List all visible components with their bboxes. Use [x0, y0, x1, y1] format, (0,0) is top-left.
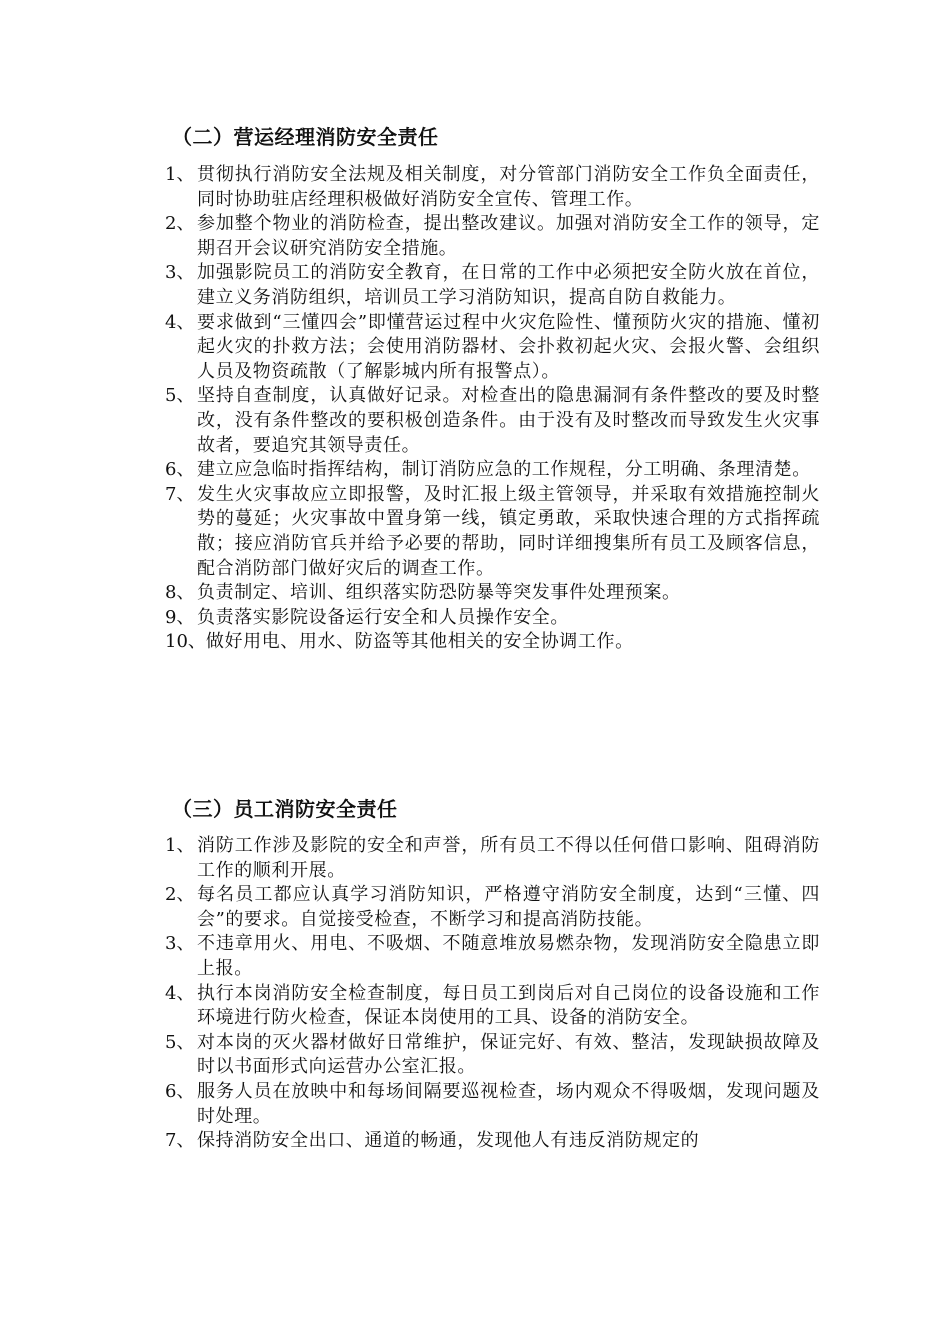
list-item [165, 581, 820, 606]
item-number: 9、 [165, 606, 195, 628]
list-item [165, 932, 820, 981]
item-text: 加强影院员工的消防安全教育，在日常的工作中必须把安全防火放在首位，建立义务消防组织，培训员工学习消防知识，提高自防自救能力。 [197, 262, 820, 308]
list-item [165, 163, 820, 212]
item-text: 不违章用火、用电、不吸烟、不随意堆放易燃杂物，发现消防安全隐患立即上报。 [197, 933, 820, 979]
list-item [165, 1080, 820, 1129]
list-item [165, 212, 820, 261]
list-item [165, 606, 820, 631]
item-number: 6、 [165, 1080, 195, 1102]
item-text: 参加整个物业的消防检查，提出整改建议。加强对消防安全工作的领导，定期召开会议研究消防安全措施。 [197, 213, 820, 259]
item-number: 3、 [165, 262, 195, 284]
item-text: 做好用电、用水、防盗等其他相关的安全协调工作。 [205, 631, 634, 653]
item-number: 1、 [165, 835, 195, 856]
item-text: 服务人员在放映中和每场间隔要巡视检查，场内观众不得吸烟，发现问题及时处理。 [197, 1080, 820, 1127]
item-number: 7、 [165, 1130, 195, 1152]
list-item [165, 311, 820, 385]
list-item [165, 834, 820, 883]
item-number: 4、 [165, 311, 195, 333]
item-text: 发生火灾事故应立即报警，及时汇报上级主管领导，并采取有效措施控制火势的蔓延；火灾事故中置身第一线，镇定勇敢，采取快速合理的方式指挥疏散；接应消防官兵并给予必要的帮助，同时详细搜集所有员工及顾客信息，配合消防部门做好灾后的调查工作。 [197, 483, 820, 579]
item-number: 2、 [165, 213, 195, 235]
item-text: 要求做到“三懂四会”即懂营运过程中火灾危险性、懂预防火灾的措施、懂初起火灾的扑救方法；会使用消防器材、会扑救初起火灾、会报火警、会组织人员及物资疏散（了解影城内所有报警点）。 [197, 311, 820, 382]
item-number: 7、 [165, 483, 195, 505]
item-text: 坚持自查制度，认真做好记录。对检查出的隐患漏洞有条件整改的要及时整改，没有条件整改的要积极创造条件。由于没有及时整改而导致发生火灾事故者，要追究其领导责任。 [197, 385, 820, 456]
list-item [165, 1129, 820, 1154]
item-number: 10、 [165, 631, 206, 653]
item-number: 8、 [165, 582, 195, 604]
manager-responsibility-list [165, 163, 820, 655]
item-number: 5、 [165, 1031, 195, 1053]
section-heading-manager: （二）营运经理消防安全责任 [172, 125, 439, 149]
item-text: 执行本岗消防安全检查制度，每日员工到岗后对自己岗位的设备设施和工作环境进行防火检查，保证本岗使用的工具、设备的消防安全。 [197, 982, 820, 1029]
item-text: 消防工作涉及影院的安全和声誉，所有员工不得以任何借口影响、阻碍消防工作的顺利开展。 [197, 835, 820, 881]
item-number: 5、 [165, 385, 195, 407]
item-text: 负责制定、培训、组织落实防恐防暴等突发事件处理预案。 [197, 582, 681, 604]
list-item [165, 458, 820, 483]
item-text: 每名员工都应认真学习消防知识，严格遵守消防安全制度，达到“三懂、四会”的要求。自觉接受检查，不断学习和提高消防技能。 [197, 884, 820, 930]
section-heading-staff: （三）员工消防安全责任 [172, 797, 398, 821]
item-number: 4、 [165, 982, 195, 1004]
item-text: 负责落实影院设备运行安全和人员操作安全。 [197, 606, 569, 628]
item-text: 对本岗的灭火器材做好日常维护，保证完好、有效、整洁，发现缺损故障及时以书面形式向运营办公室汇报。 [197, 1031, 820, 1078]
item-text: 贯彻执行消防安全法规及相关制度，对分管部门消防安全工作负全面责任，同时协助驻店经理积极做好消防安全宣传、管理工作。 [197, 164, 820, 210]
list-item [165, 483, 820, 581]
list-item [165, 982, 820, 1031]
staff-responsibility-list [165, 834, 820, 1154]
item-number: 3、 [165, 933, 195, 955]
list-item [165, 630, 820, 655]
list-item [165, 384, 820, 458]
list-item [165, 261, 820, 310]
item-text: 保持消防安全出口、通道的畅通，发现他人有违反消防规定的 [197, 1130, 700, 1152]
item-number: 6、 [165, 459, 195, 481]
list-item [165, 883, 820, 932]
list-item [165, 1031, 820, 1080]
item-text: 建立应急临时指挥结构，制订消防应急的工作规程，分工明确、条理清楚。 [197, 459, 811, 481]
item-number: 1、 [165, 164, 195, 185]
item-number: 2、 [165, 884, 195, 906]
